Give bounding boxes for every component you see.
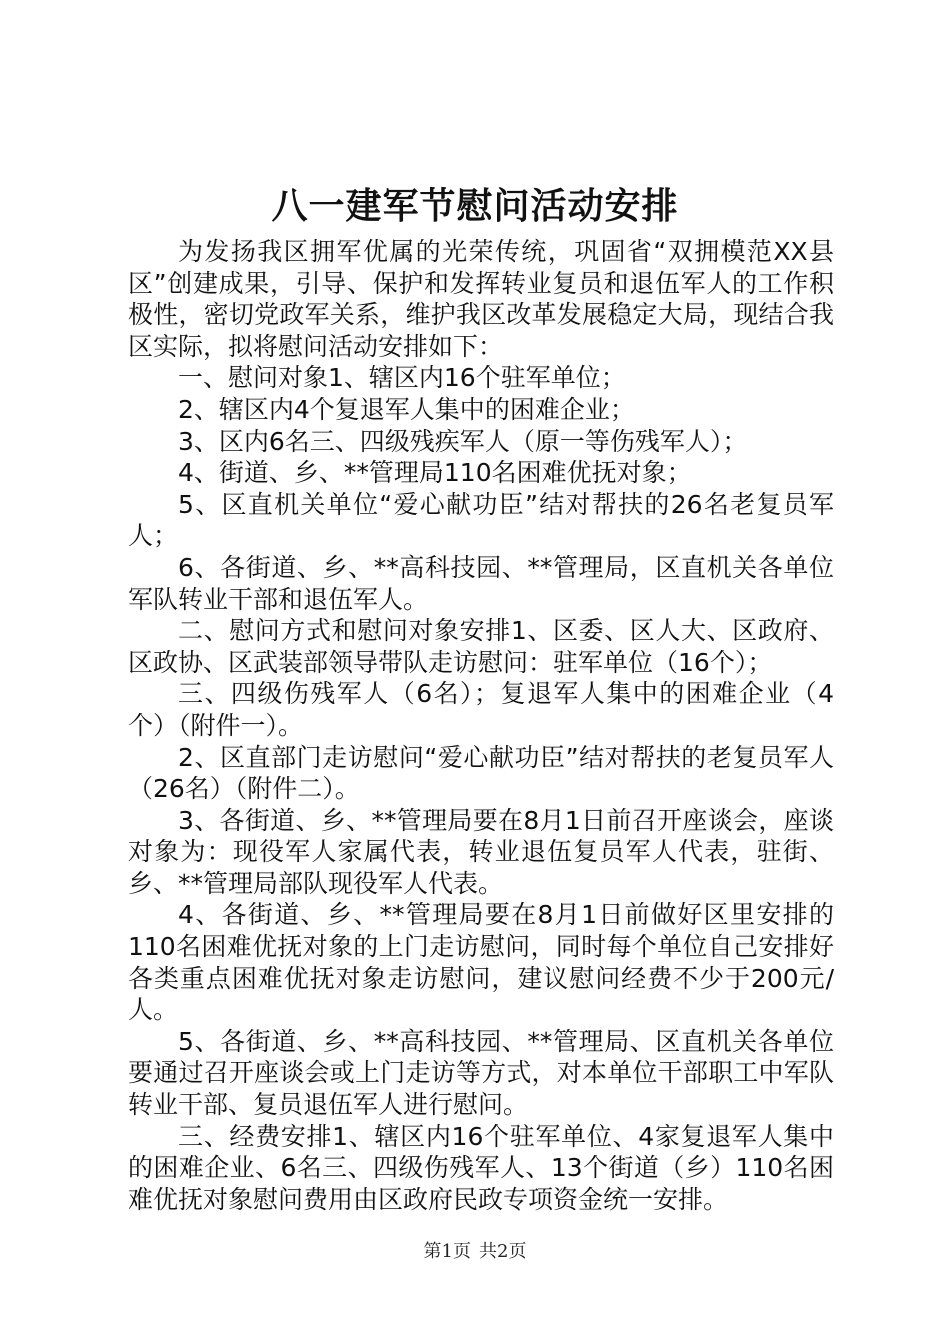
paragraph: 2、区直部门走访慰问“爱心献功臣”结对帮扶的老复员军人（26名）（附件二）。 [128,742,834,804]
paragraph: 5、各街道、乡、**高科技园、**管理局、区直机关各单位要通过召开座谈会或上门走访等方式，对本单位干部职工中军队转业干部、复员退伍军人进行慰问。 [128,1026,834,1120]
paragraph: 3、区内6名三、四级残疾军人（原一等伤残军人）； [178,426,748,456]
paragraph: 一、慰问对象1、辖区内16个驻军单位； [178,363,626,393]
document-title: 八一建军节慰问活动安排 [271,185,679,227]
paragraph: 二、慰问方式和慰问对象安排1、区委、区人大、区政府、区政协、区武装部领导带队走访慰问：驻军单位（16个）； [128,616,834,677]
page-number: 第1页 [423,1241,471,1262]
paragraph: 三、经费安排1、辖区内16个驻军单位、4家复退军人集中的困难企业、6名三、四级伤残军人、13个街道（乡）110名困难优抚对象慰问费用由区政府民政专项资金统一安排。 [128,1121,834,1214]
document-body [128,236,834,1215]
paragraph: 4、各街道、乡、**管理局要在8月1日前做好区里安排的110名困难优抚对象的上门走访慰问，同时每个单位自己安排好各类重点困难优抚对象走访慰问，建议慰问经费不少于200元/人。 [128,900,834,1025]
paragraph: 6、各街道、乡、**高科技园、**管理局，区直机关各单位军队转业干部和退伍军人。 [128,552,834,614]
paragraph: 4、街道、乡、**管理局110名困难优抚对象； [178,458,692,488]
paragraph: 为发扬我区拥军优属的光荣传统，巩固省“双拥模范XX县区”创建成果，引导、保护和发挥转业复员和退伍军人的工作积极性，密切党政军关系，维护我区改革发展稳定大局，现结合我区实际，拟将慰问活动安排如下： [128,237,834,361]
paragraph: 2、辖区内4个复退军人集中的困难企业； [178,394,635,424]
paragraph: 5、区直机关单位“爱心献功臣”结对帮扶的26名老复员军人； [128,489,834,551]
page-footer [0,1240,950,1264]
page-total: 共2页 [479,1241,527,1262]
paragraph: 三、四级伤残军人（6名）；复退军人集中的困难企业（4个）（附件一）。 [128,679,834,740]
paragraph: 3、各街道、乡、**管理局要在8月1日前召开座谈会，座谈对象为：现役军人家属代表，转业退伍复员军人代表，驻街、乡、**管理局部队现役军人代表。 [128,805,834,898]
